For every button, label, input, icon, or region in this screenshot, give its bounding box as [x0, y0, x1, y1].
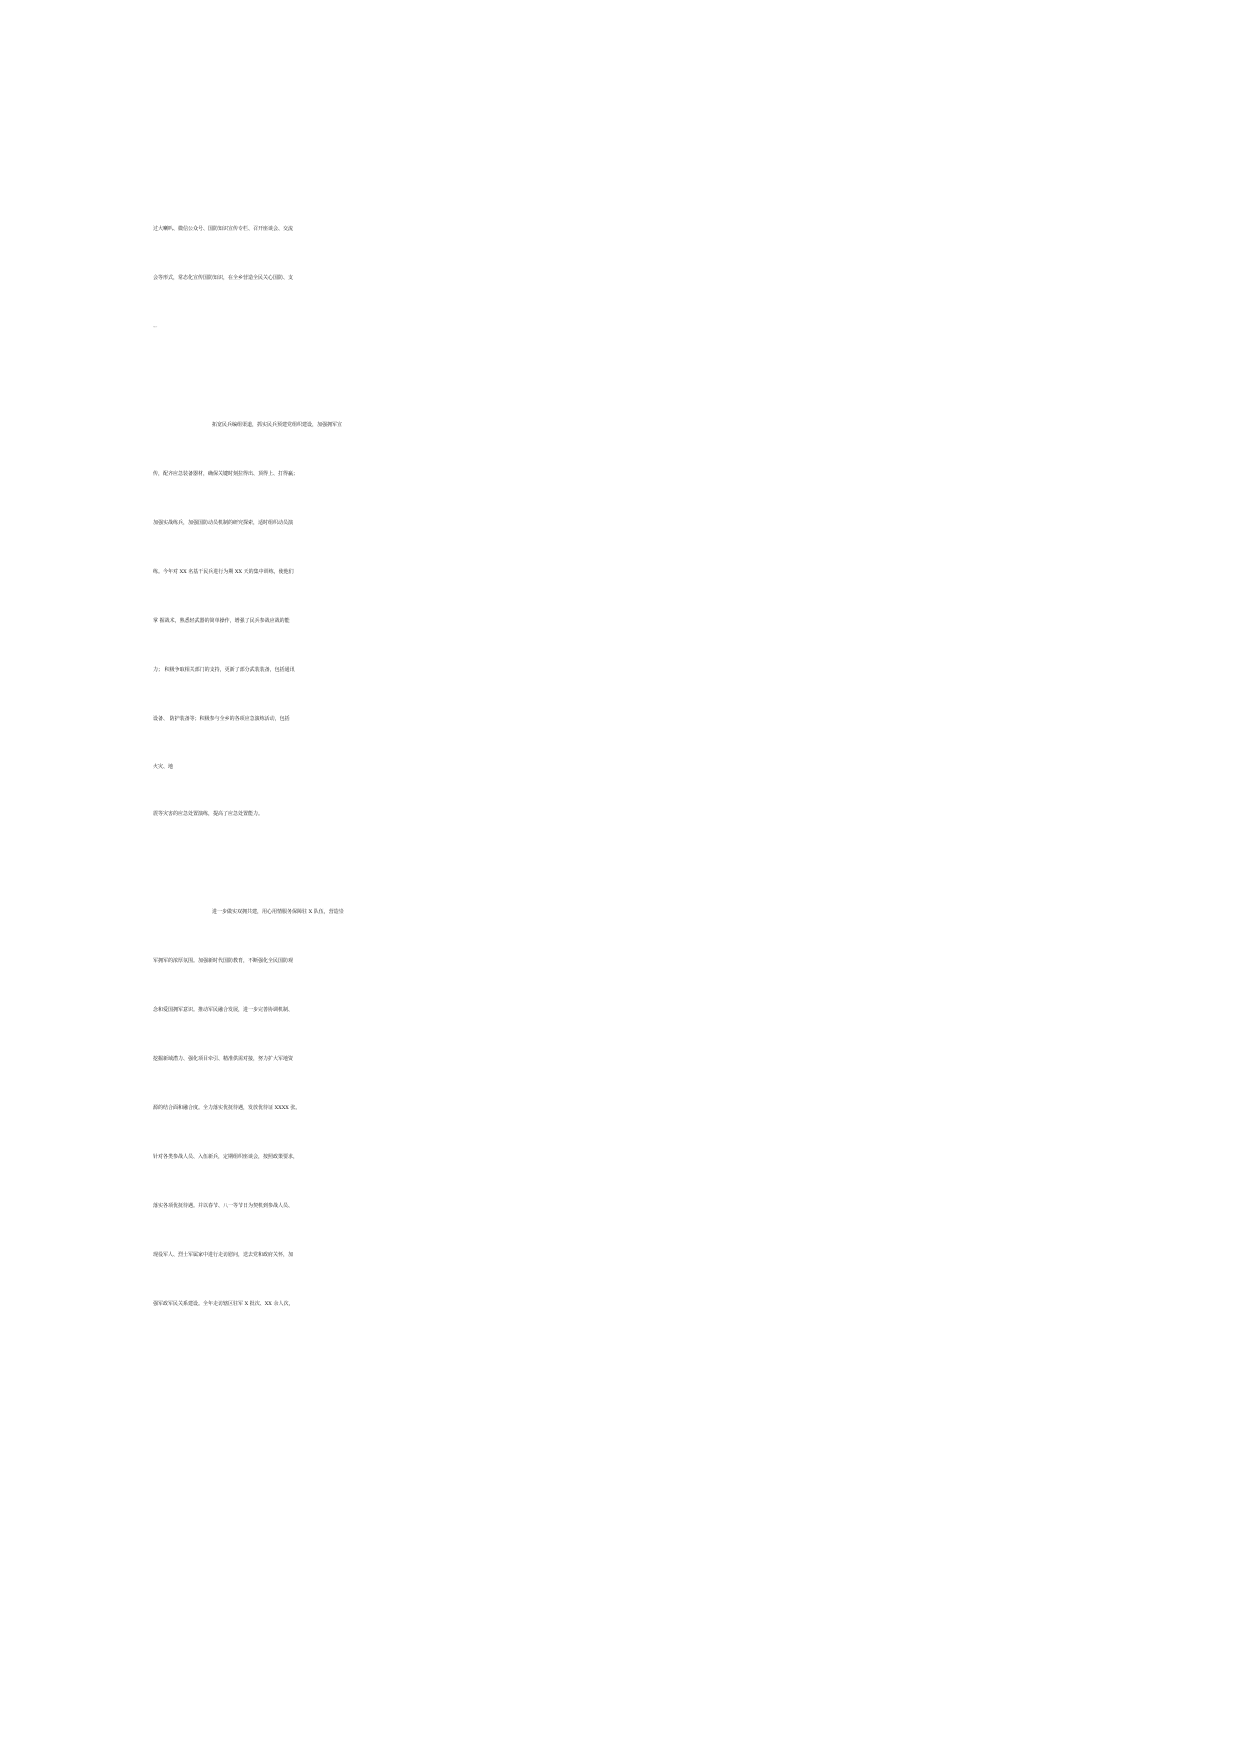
text-line — [153, 307, 1240, 347]
text-line: 挖掘新域潜力、强化项目牵引、精准供需对接，努力扩大军地资 — [153, 1056, 294, 1062]
text-line: 设备、 防护装备等；积极参与全乡的各项应急演练活动，包括 — [153, 716, 290, 722]
text-line: 源的结合面和融合度。全力落实优抚待遇，发放优待证 XXXX 张。 — [153, 1105, 301, 1111]
text-line: 过大喇叭、微信公众号、国防知识宣传专栏、召开座谈会、交流 — [153, 226, 294, 232]
text-line: 加强实战练兵，加强国防动员机制的研究探索，适时组织动员演 — [153, 520, 294, 526]
text-line: 现役军人、烈士军属家中进行走访慰问，送去党和政府关怀，加 — [153, 1252, 294, 1258]
text-line: 军拥军的浓厚氛围。加强新时代国防教育，不断强化全民国防观 — [153, 958, 294, 964]
text-line: 掌 握战术，熟悉轻武器的简单操作，增强了民兵参战应战的能 — [153, 618, 290, 624]
text-line: 会等形式，常态化宣传国防知识，在全乡营造全民关心国防、支 — [153, 275, 294, 281]
text-line: 传，配齐应急装备器材，确保关键时刻拉得出、顶得上、打得赢； — [153, 471, 299, 477]
section-heading-3 — [212, 356, 1240, 396]
text-line: 震等灾害的应急处置演练，提高了应急处置能力。 — [153, 811, 264, 817]
text-line: 拓宽民兵编组渠道，抓实民兵预建党组织建设，加强拥军宣 — [212, 422, 343, 428]
text-line: 强军政军民关系建设。全年走访辖区驻军 X 批次、XX 余人次， — [153, 1301, 294, 1307]
text-line: 练。今年对 XX 名基干民兵进行为期 XX 天的集中训练，使他们 — [153, 569, 294, 575]
section-heading-4 — [212, 843, 1240, 883]
text-line: 进一步做实双拥共建，用心用情服务保障驻 X 队伍，营造崇 — [212, 909, 344, 915]
text-line: 落实各项优抚待遇。并以春节、八一等节日为契机到参战人员、 — [153, 1203, 294, 1209]
text-line: 力； 积极争取相关部门的支持，更新了部分武装装备，包括通讯 — [153, 667, 295, 673]
text-line: 念和爱国拥军意识。推动军民融合发展，进一步完善协调机制、 — [153, 1007, 294, 1013]
text-line: 针对各类参战人员、入伍新兵，定期组织座谈会，按照政策要求， — [153, 1154, 299, 1160]
text-line: 火灾、地 — [153, 764, 174, 770]
